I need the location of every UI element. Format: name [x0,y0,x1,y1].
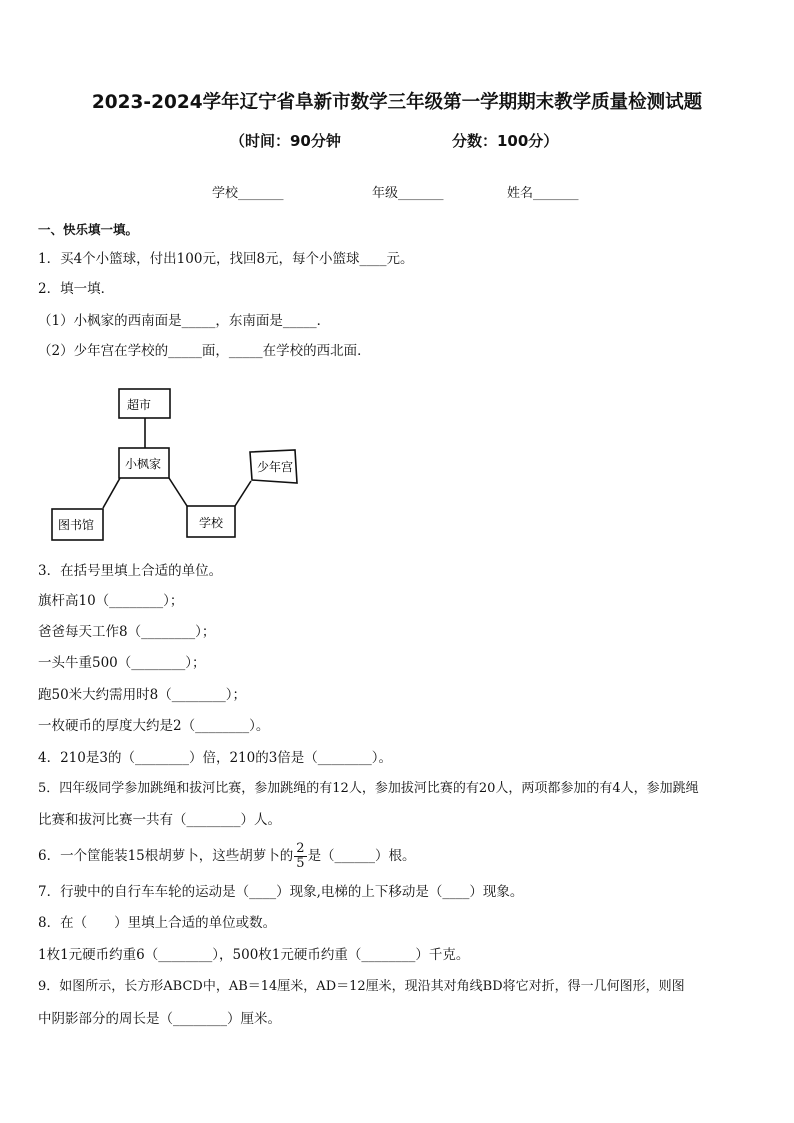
exam-time: （时间：90分钟 [230,132,341,150]
location-diagram [0,0,320,560]
grade-field: 年级_______ [372,186,444,201]
exam-score: 分数：100分） [452,132,559,150]
box-youth-palace: 少年宫 [257,460,294,474]
box-library: 图书馆 [58,518,95,532]
page-title: 2023-2024学年辽宁省阜新市数学三年级第一学期期末教学质量检测试题 [91,92,703,113]
school-field: 学校_______ [212,186,284,201]
name-field: 姓名_______ [507,186,579,201]
box-school: 学校 [199,516,224,530]
question-6-text: 是（______）根。 [307,848,416,864]
question-3-item: 旗杆高10（________）； [38,593,184,609]
box-supermarket: 超市 [127,398,152,412]
question-8-line: 1枚1元硬币约重6（________），500枚1元硬币约重（________）千克。 [38,947,470,963]
question-5-line-1: 5．四年级同学参加跳绳和拔河比赛，参加跳绳的有12人，参加拔河比赛的有20人，两项都参加的有4人，参加跳绳 [38,781,699,796]
box-home: 小枫家 [125,457,162,471]
question-3-item: 一枚硬币的厚度大约是2（________）。 [38,718,270,734]
fraction-numerator: 2 [296,841,305,856]
fraction-denominator: 5 [296,856,305,871]
question-1: 1．买4个小篮球，付出100元，找回8元，每个小篮球____元。 [38,251,414,267]
question-9-line-2: 中阴影部分的周长是（________）厘米。 [38,1011,281,1027]
question-4: 4．210是3的（________）倍，210的3倍是（________）。 [38,750,393,766]
question-6 [38,840,416,872]
question-5-line-2: 比赛和拔河比赛一共有（________）人。 [38,812,281,828]
question-6-text: 6．一个筐能装15根胡萝卜，这些胡萝卜的 [38,848,294,864]
question-3-item: 跑50米大约需用时8（________）； [38,687,247,703]
question-2-part-2: （2）少年宫在学校的_____面，_____在学校的西北面． [38,343,371,359]
question-2: 2．填一填． [38,281,115,297]
question-3-item: 爸爸每天工作8（________）； [38,624,216,640]
question-3: 3．在括号里填上合适的单位。 [38,563,223,579]
section-heading: 一、快乐填一填。 [38,222,139,237]
question-7: 7．行驶中的自行车车轮的运动是（____）现象,电梯的上下移动是（____）现象。 [38,884,524,900]
question-9-line-1: 9．如图所示，长方形ABCD中，AB＝14厘米，AD＝12厘米，现沿其对角线BD将它对折，得一几何图形，则图 [38,979,685,994]
question-3-item: 一头牛重500（________）； [38,655,206,671]
question-8: 8．在（ ）里填上合适的单位或数。 [38,915,277,931]
fraction [294,842,306,871]
question-2-part-1: （1）小枫家的西南面是_____，东南面是_____． [38,313,331,329]
